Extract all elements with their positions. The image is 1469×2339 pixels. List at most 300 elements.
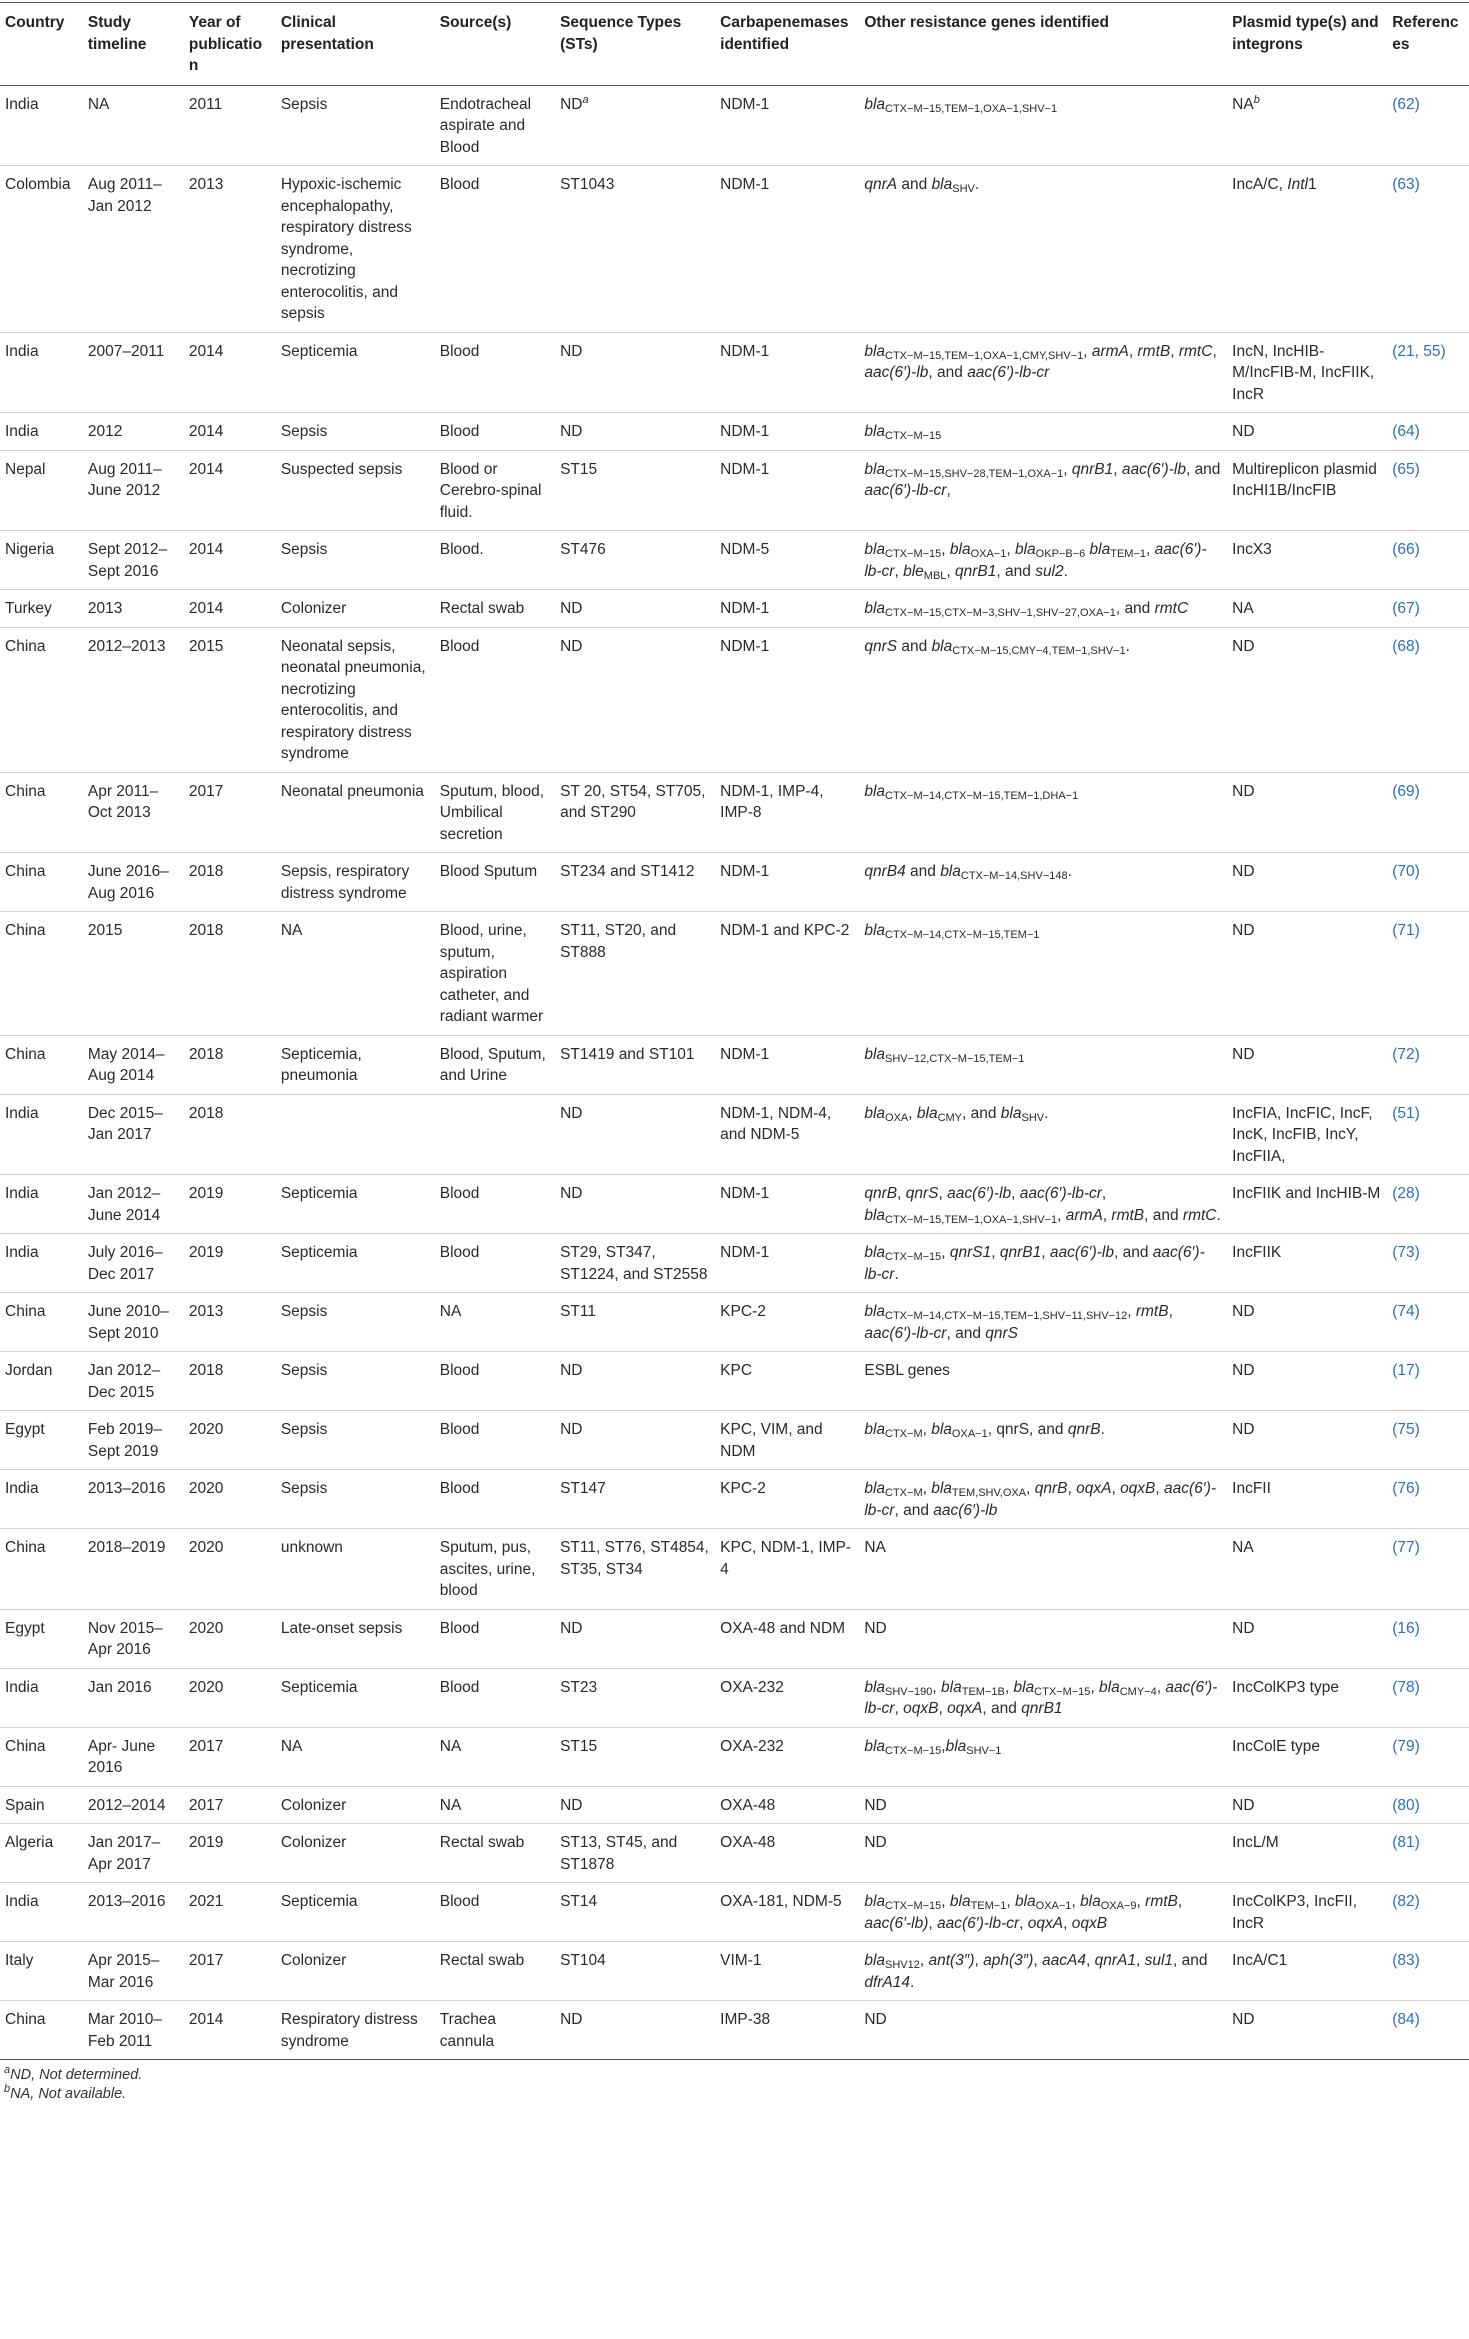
- cell-reference[interactable]: (67): [1387, 590, 1469, 628]
- cell-sequence-types: ND: [555, 1786, 715, 1824]
- cell-source: Rectal swab: [435, 590, 555, 628]
- cell-clinical-presentation: Sepsis: [276, 413, 435, 451]
- cell-sequence-types: ND: [555, 590, 715, 628]
- cell-reference[interactable]: (69): [1387, 772, 1469, 853]
- cell-country: Nigeria: [0, 531, 83, 590]
- cell-year: 2011: [184, 85, 276, 166]
- table-header-row: [0, 3, 1469, 86]
- cell-source: Blood Sputum: [435, 853, 555, 912]
- cell-clinical-presentation: Septicemia: [276, 1234, 435, 1293]
- cell-plasmid-type: ND: [1227, 413, 1387, 451]
- cell-other-genes: ESBL genes: [859, 1352, 1227, 1411]
- cell-clinical-presentation: Sepsis, respiratory distress syndrome: [276, 853, 435, 912]
- cell-reference[interactable]: (65): [1387, 450, 1469, 531]
- cell-study-timeline: 2013–2016: [83, 1883, 184, 1942]
- cell-other-genes: bla$_{CTX-M}$, bla$_{TEM,SHV,OXA}$, qnrB, oqxA, oqxB, aac(6′)-lb-cr, and aac(6′)-lb: [859, 1470, 1227, 1529]
- cell-clinical-presentation: Sepsis: [276, 1352, 435, 1411]
- cell-plasmid-type: IncA/C, Intl1: [1227, 166, 1387, 333]
- cell-study-timeline: Jan 2016: [83, 1668, 184, 1727]
- cell-country: India: [0, 1234, 83, 1293]
- cell-study-timeline: 2015: [83, 912, 184, 1036]
- cell-sequence-types: ND: [555, 413, 715, 451]
- cell-carbapenemases: KPC, VIM, and NDM: [715, 1411, 859, 1470]
- cell-carbapenemases: NDM-1: [715, 1234, 859, 1293]
- cell-reference[interactable]: (80): [1387, 1786, 1469, 1824]
- cell-source: Blood, urine, sputum, aspiration catheter, and radiant warmer: [435, 912, 555, 1036]
- cell-plasmid-type: ND: [1227, 772, 1387, 853]
- cell-year: 2017: [184, 1727, 276, 1786]
- cell-country: Jordan: [0, 1352, 83, 1411]
- cell-clinical-presentation: unknown: [276, 1529, 435, 1610]
- cell-plasmid-type: IncFII: [1227, 1470, 1387, 1529]
- table-row: [0, 1824, 1469, 1883]
- cell-other-genes: bla$_{CTX-M-14,CTX-M-15,TEM-1}$: [859, 912, 1227, 1036]
- cell-carbapenemases: NDM-1, NDM-4, and NDM-5: [715, 1094, 859, 1175]
- table-row: [0, 450, 1469, 531]
- cell-reference[interactable]: (75): [1387, 1411, 1469, 1470]
- cell-year: 2020: [184, 1668, 276, 1727]
- table-row: [0, 332, 1469, 413]
- cell-reference[interactable]: (51): [1387, 1094, 1469, 1175]
- cell-study-timeline: Nov 2015–Apr 2016: [83, 1609, 184, 1668]
- header-other-genes: Other resistance genes identified: [859, 3, 1227, 86]
- cell-country: Italy: [0, 1942, 83, 2001]
- cell-year: 2014: [184, 413, 276, 451]
- cell-carbapenemases: OXA-181, NDM-5: [715, 1883, 859, 1942]
- cell-other-genes: bla$_{CTX-M-15}$: [859, 413, 1227, 451]
- cell-source: Blood.: [435, 531, 555, 590]
- cell-sequence-types: ST15: [555, 1727, 715, 1786]
- footnote-a: $^a$ND, Not determined.: [4, 2064, 143, 2083]
- cell-sequence-types: $ND^a$: [555, 85, 715, 166]
- cell-year: 2014: [184, 332, 276, 413]
- cell-reference[interactable]: (73): [1387, 1234, 1469, 1293]
- cell-source: Blood: [435, 1668, 555, 1727]
- cell-other-genes: ND: [859, 1609, 1227, 1668]
- cell-year: 2020: [184, 1609, 276, 1668]
- cell-clinical-presentation: Colonizer: [276, 1942, 435, 2001]
- cell-study-timeline: 2012–2014: [83, 1786, 184, 1824]
- cell-other-genes: bla$_{SHV-190}$, bla$_{TEM-1B}$, bla$_{CTX-M-15}$, bla$_{CMY-4}$, aac(6′)-lb-cr, oqxB, oqxA, and qnrB1: [859, 1668, 1227, 1727]
- resistance-table: [0, 2, 1469, 2060]
- cell-source: [435, 1094, 555, 1175]
- cell-source: Blood: [435, 1609, 555, 1668]
- cell-plasmid-type: IncColE type: [1227, 1727, 1387, 1786]
- table-row: [0, 1470, 1469, 1529]
- cell-country: Egypt: [0, 1411, 83, 1470]
- cell-other-genes: qnrB4 and bla$_{CTX-M-14,SHV-148}$.: [859, 853, 1227, 912]
- cell-source: Sputum, pus, ascites, urine, blood: [435, 1529, 555, 1610]
- cell-country: India: [0, 332, 83, 413]
- cell-plasmid-type: ND: [1227, 1035, 1387, 1094]
- cell-carbapenemases: OXA-48 and NDM: [715, 1609, 859, 1668]
- table-row: [0, 772, 1469, 853]
- cell-source: Blood: [435, 413, 555, 451]
- cell-plasmid-type: ND: [1227, 1609, 1387, 1668]
- cell-carbapenemases: KPC-2: [715, 1470, 859, 1529]
- cell-carbapenemases: NDM-1: [715, 1175, 859, 1234]
- cell-clinical-presentation: NA: [276, 912, 435, 1036]
- cell-study-timeline: Apr 2015–Mar 2016: [83, 1942, 184, 2001]
- cell-reference[interactable]: (78): [1387, 1668, 1469, 1727]
- cell-year: 2015: [184, 627, 276, 772]
- cell-plasmid-type: Multireplicon plasmid IncHI1B/IncFIB: [1227, 450, 1387, 531]
- cell-source: Endotracheal aspirate and Blood: [435, 85, 555, 166]
- cell-source: Rectal swab: [435, 1942, 555, 2001]
- header-sequence-types: Sequence Types (STs): [555, 3, 715, 86]
- cell-reference[interactable]: (16): [1387, 1609, 1469, 1668]
- cell-carbapenemases: NDM-1: [715, 166, 859, 333]
- cell-plasmid-type: IncFIIK: [1227, 1234, 1387, 1293]
- cell-other-genes: bla$_{CTX-M-15}$, bla$_{OXA-1}$, bla$_{OKP-B-6}$ bla$_{TEM-1}$, aac(6′)-lb-cr, ble$_{MBL}$, qnrB1, and sul2.: [859, 531, 1227, 590]
- cell-country: Spain: [0, 1786, 83, 1824]
- cell-sequence-types: ST14: [555, 1883, 715, 1942]
- cell-clinical-presentation: Colonizer: [276, 1786, 435, 1824]
- cell-other-genes: qnrA and bla$_{SHV}$.: [859, 166, 1227, 333]
- cell-source: Blood: [435, 1411, 555, 1470]
- cell-other-genes: bla$_{CTX-M}$, bla$_{OXA-1}$, qnrS, and qnrB.: [859, 1411, 1227, 1470]
- cell-plasmid-type: IncN, IncHIB-M/IncFIB-M, IncFIIK, IncR: [1227, 332, 1387, 413]
- cell-study-timeline: Aug 2011–June 2012: [83, 450, 184, 531]
- cell-source: NA: [435, 1293, 555, 1352]
- cell-source: Blood: [435, 1352, 555, 1411]
- cell-year: 2018: [184, 1094, 276, 1175]
- cell-clinical-presentation: Sepsis: [276, 531, 435, 590]
- cell-sequence-types: ST104: [555, 1942, 715, 2001]
- cell-study-timeline: Dec 2015–Jan 2017: [83, 1094, 184, 1175]
- cell-year: 2017: [184, 772, 276, 853]
- cell-study-timeline: July 2016–Dec 2017: [83, 1234, 184, 1293]
- cell-country: India: [0, 1668, 83, 1727]
- table-row: [0, 1094, 1469, 1175]
- cell-year: 2018: [184, 853, 276, 912]
- cell-clinical-presentation: Neonatal pneumonia: [276, 772, 435, 853]
- cell-clinical-presentation: Sepsis: [276, 1411, 435, 1470]
- cell-study-timeline: May 2014–Aug 2014: [83, 1035, 184, 1094]
- cell-other-genes: ND: [859, 1824, 1227, 1883]
- cell-clinical-presentation: Septicemia: [276, 1175, 435, 1234]
- cell-country: China: [0, 912, 83, 1036]
- cell-plasmid-type: IncColKP3 type: [1227, 1668, 1387, 1727]
- cell-country: India: [0, 1175, 83, 1234]
- cell-sequence-types: ND: [555, 2001, 715, 2060]
- cell-year: 2020: [184, 1529, 276, 1610]
- cell-source: Blood: [435, 627, 555, 772]
- cell-carbapenemases: NDM-1: [715, 413, 859, 451]
- cell-study-timeline: Apr- June 2016: [83, 1727, 184, 1786]
- table-row: [0, 166, 1469, 333]
- cell-reference[interactable]: (81): [1387, 1824, 1469, 1883]
- cell-country: India: [0, 85, 83, 166]
- cell-year: 2013: [184, 166, 276, 333]
- cell-reference[interactable]: (17): [1387, 1352, 1469, 1411]
- cell-carbapenemases: NDM-1: [715, 853, 859, 912]
- cell-sequence-types: ST476: [555, 531, 715, 590]
- cell-year: 2019: [184, 1175, 276, 1234]
- cell-reference[interactable]: (74): [1387, 1293, 1469, 1352]
- cell-other-genes: bla$_{CTX-M-15}$, qnrS1, qnrB1, aac(6′)-lb, and aac(6′)-lb-cr.: [859, 1234, 1227, 1293]
- cell-reference[interactable]: (21, 55): [1387, 332, 1469, 413]
- table-row: [0, 531, 1469, 590]
- header-references: References: [1387, 3, 1469, 86]
- cell-plasmid-type: IncColKP3, IncFII, IncR: [1227, 1883, 1387, 1942]
- table-row: [0, 1175, 1469, 1234]
- table-row: [0, 590, 1469, 628]
- cell-carbapenemases: NDM-5: [715, 531, 859, 590]
- cell-sequence-types: ST11, ST20, and ST888: [555, 912, 715, 1036]
- cell-country: India: [0, 1094, 83, 1175]
- cell-other-genes: bla$_{SHV12}$, ant(3″), aph(3″), aacA4, qnrA1, sul1, and dfrA14.: [859, 1942, 1227, 2001]
- cell-other-genes: bla$_{CTX-M-15}$,bla$_{SHV-1}$: [859, 1727, 1227, 1786]
- cell-sequence-types: ST1419 and ST101: [555, 1035, 715, 1094]
- table-row: [0, 2001, 1469, 2060]
- cell-year: 2017: [184, 1942, 276, 2001]
- cell-year: 2013: [184, 1293, 276, 1352]
- cell-plasmid-type: ND: [1227, 2001, 1387, 2060]
- cell-carbapenemases: NDM-1: [715, 85, 859, 166]
- table-row: [0, 627, 1469, 772]
- cell-year: 2014: [184, 450, 276, 531]
- cell-country: India: [0, 413, 83, 451]
- cell-year: 2020: [184, 1470, 276, 1529]
- cell-carbapenemases: OXA-232: [715, 1727, 859, 1786]
- cell-other-genes: NA: [859, 1529, 1227, 1610]
- table-row: [0, 1942, 1469, 2001]
- cell-sequence-types: ND: [555, 1094, 715, 1175]
- header-country: Country: [0, 3, 83, 86]
- cell-reference[interactable]: (68): [1387, 627, 1469, 772]
- cell-country: Egypt: [0, 1609, 83, 1668]
- cell-plasmid-type: IncX3: [1227, 531, 1387, 590]
- cell-carbapenemases: VIM-1: [715, 1942, 859, 2001]
- cell-sequence-types: ST 20, ST54, ST705, and ST290: [555, 772, 715, 853]
- cell-carbapenemases: OXA-232: [715, 1668, 859, 1727]
- cell-study-timeline: Apr 2011–Oct 2013: [83, 772, 184, 853]
- table-row: [0, 912, 1469, 1036]
- header-clinical-presentation: Clinical presentation: [276, 3, 435, 86]
- cell-plasmid-type: ND: [1227, 912, 1387, 1036]
- cell-source: NA: [435, 1727, 555, 1786]
- cell-source: Blood: [435, 1175, 555, 1234]
- cell-other-genes: qnrB, qnrS, aac(6′)-lb, aac(6′)-lb-cr, bla$_{CTX-M-15,TEM-1,OXA-1,SHV-1}$, armA, rmtB, and rmtC.: [859, 1175, 1227, 1234]
- table-row: [0, 853, 1469, 912]
- cell-plasmid-type: ND: [1227, 1411, 1387, 1470]
- cell-study-timeline: Jan 2017–Apr 2017: [83, 1824, 184, 1883]
- cell-carbapenemases: OXA-48: [715, 1786, 859, 1824]
- cell-study-timeline: June 2010–Sept 2010: [83, 1293, 184, 1352]
- cell-study-timeline: 2012–2013: [83, 627, 184, 772]
- cell-country: India: [0, 1883, 83, 1942]
- table-row: [0, 1352, 1469, 1411]
- cell-year: 2019: [184, 1824, 276, 1883]
- cell-carbapenemases: KPC: [715, 1352, 859, 1411]
- header-year: Year of publication: [184, 3, 276, 86]
- cell-country: Colombia: [0, 166, 83, 333]
- cell-source: Sputum, blood, Umbilical secretion: [435, 772, 555, 853]
- table-row: [0, 1411, 1469, 1470]
- cell-study-timeline: June 2016–Aug 2016: [83, 853, 184, 912]
- cell-plasmid-type: IncFIIK and IncHIB-M: [1227, 1175, 1387, 1234]
- cell-source: NA: [435, 1786, 555, 1824]
- cell-sequence-types: ST29, ST347, ST1224, and ST2558: [555, 1234, 715, 1293]
- cell-country: China: [0, 2001, 83, 2060]
- cell-carbapenemases: IMP-38: [715, 2001, 859, 2060]
- cell-clinical-presentation: Suspected sepsis: [276, 450, 435, 531]
- cell-clinical-presentation: Respiratory distress syndrome: [276, 2001, 435, 2060]
- cell-sequence-types: ST23: [555, 1668, 715, 1727]
- cell-carbapenemases: KPC, NDM-1, IMP-4: [715, 1529, 859, 1610]
- cell-country: Algeria: [0, 1824, 83, 1883]
- cell-sequence-types: ST1043: [555, 166, 715, 333]
- cell-carbapenemases: OXA-48: [715, 1824, 859, 1883]
- cell-other-genes: bla$_{SHV-12,CTX-M-15,TEM-1}$: [859, 1035, 1227, 1094]
- cell-other-genes: bla$_{CTX-M-15}$, bla$_{TEM-1}$, bla$_{OXA-1}$, bla$_{OXA-9}$, rmtB, aac(6′-lb), aac(6′)-lb-cr, oqxA, oqxB: [859, 1883, 1227, 1942]
- cell-other-genes: bla$_{CTX-M-15,TEM-1,OXA-1,CMY,SHV-1}$, armA, rmtB, rmtC, aac(6′)-lb, and aac(6′)-lb-cr: [859, 332, 1227, 413]
- cell-source: Trachea cannula: [435, 2001, 555, 2060]
- cell-study-timeline: Mar 2010–Feb 2011: [83, 2001, 184, 2060]
- cell-sequence-types: ND: [555, 1175, 715, 1234]
- cell-reference[interactable]: (70): [1387, 853, 1469, 912]
- table-row: [0, 1529, 1469, 1610]
- cell-sequence-types: ST11: [555, 1293, 715, 1352]
- cell-clinical-presentation: Hypoxic-ischemic encephalopathy, respiratory distress syndrome, necrotizing enterocolitis, and sepsis: [276, 166, 435, 333]
- cell-year: 2018: [184, 1035, 276, 1094]
- cell-reference[interactable]: (64): [1387, 413, 1469, 451]
- table-body: [0, 85, 1469, 2060]
- cell-plasmid-type: $NA^b$: [1227, 85, 1387, 166]
- cell-reference[interactable]: (83): [1387, 1942, 1469, 2001]
- footnote-b: $^b$NA, Not available.: [4, 2083, 127, 2102]
- cell-study-timeline: Aug 2011–Jan 2012: [83, 166, 184, 333]
- cell-clinical-presentation: [276, 1094, 435, 1175]
- cell-sequence-types: ND: [555, 332, 715, 413]
- cell-carbapenemases: NDM-1: [715, 450, 859, 531]
- cell-other-genes: bla$_{CTX-M-14,CTX-M-15,TEM-1,SHV-11,SHV-12}$, rmtB, aac(6′)-lb-cr, and qnrS: [859, 1293, 1227, 1352]
- header-sources: Source(s): [435, 3, 555, 86]
- cell-reference[interactable]: (82): [1387, 1883, 1469, 1942]
- table-row: [0, 413, 1469, 451]
- cell-reference[interactable]: (28): [1387, 1175, 1469, 1234]
- cell-reference[interactable]: (84): [1387, 2001, 1469, 2060]
- cell-carbapenemases: NDM-1: [715, 590, 859, 628]
- cell-sequence-types: ST147: [555, 1470, 715, 1529]
- cell-reference[interactable]: (79): [1387, 1727, 1469, 1786]
- cell-clinical-presentation: Septicemia: [276, 332, 435, 413]
- cell-reference[interactable]: (66): [1387, 531, 1469, 590]
- cell-other-genes: bla$_{CTX-M-15,CTX-M-3,SHV-1,SHV-27,OXA-1}$, and rmtC: [859, 590, 1227, 628]
- cell-plasmid-type: ND: [1227, 853, 1387, 912]
- cell-plasmid-type: ND: [1227, 1786, 1387, 1824]
- cell-reference[interactable]: (63): [1387, 166, 1469, 333]
- cell-plasmid-type: IncA/C1: [1227, 1942, 1387, 2001]
- cell-year: 2018: [184, 1352, 276, 1411]
- cell-country: Nepal: [0, 450, 83, 531]
- cell-clinical-presentation: Late-onset sepsis: [276, 1609, 435, 1668]
- cell-sequence-types: ST11, ST76, ST4854, ST35, ST34: [555, 1529, 715, 1610]
- cell-country: China: [0, 627, 83, 772]
- cell-reference[interactable]: (77): [1387, 1529, 1469, 1610]
- table-row: [0, 1727, 1469, 1786]
- cell-sequence-types: ND: [555, 1352, 715, 1411]
- cell-source: Blood: [435, 332, 555, 413]
- cell-carbapenemases: NDM-1, IMP-4, IMP-8: [715, 772, 859, 853]
- cell-study-timeline: 2013: [83, 590, 184, 628]
- table-row: [0, 1609, 1469, 1668]
- cell-other-genes: ND: [859, 2001, 1227, 2060]
- cell-study-timeline: Sept 2012–Sept 2016: [83, 531, 184, 590]
- cell-country: China: [0, 1293, 83, 1352]
- cell-study-timeline: NA: [83, 85, 184, 166]
- cell-sequence-types: ST13, ST45, and ST1878: [555, 1824, 715, 1883]
- table-row: [0, 1883, 1469, 1942]
- header-plasmid-types: Plasmid type(s) and integrons: [1227, 3, 1387, 86]
- cell-carbapenemases: KPC-2: [715, 1293, 859, 1352]
- footnotes: [0, 2060, 1469, 2104]
- cell-study-timeline: Jan 2012–June 2014: [83, 1175, 184, 1234]
- cell-carbapenemases: NDM-1: [715, 627, 859, 772]
- cell-reference[interactable]: (62): [1387, 85, 1469, 166]
- cell-country: China: [0, 1727, 83, 1786]
- cell-sequence-types: ST15: [555, 450, 715, 531]
- cell-plasmid-type: IncFIA, IncFIC, IncF, IncK, IncFIB, IncY, IncFIIA,: [1227, 1094, 1387, 1175]
- cell-source: Blood: [435, 1234, 555, 1293]
- cell-other-genes: bla$_{CTX-M-15,SHV-28,TEM-1,OXA-1}$, qnrB1, aac(6′)-lb, and aac(6′)-lb-cr,: [859, 450, 1227, 531]
- cell-study-timeline: Feb 2019–Sept 2019: [83, 1411, 184, 1470]
- cell-sequence-types: ND: [555, 627, 715, 772]
- cell-source: Blood: [435, 1470, 555, 1529]
- cell-sequence-types: ND: [555, 1609, 715, 1668]
- header-study-timeline: Study timeline: [83, 3, 184, 86]
- cell-reference[interactable]: (76): [1387, 1470, 1469, 1529]
- cell-plasmid-type: ND: [1227, 627, 1387, 772]
- cell-clinical-presentation: Septicemia: [276, 1883, 435, 1942]
- cell-carbapenemases: NDM-1: [715, 332, 859, 413]
- cell-reference[interactable]: (72): [1387, 1035, 1469, 1094]
- cell-plasmid-type: ND: [1227, 1293, 1387, 1352]
- table-row: [0, 1786, 1469, 1824]
- cell-source: Blood: [435, 1883, 555, 1942]
- cell-study-timeline: 2007–2011: [83, 332, 184, 413]
- cell-sequence-types: ND: [555, 1411, 715, 1470]
- cell-other-genes: qnrS and bla$_{CTX-M-15,CMY-4,TEM-1,SHV-1}$.: [859, 627, 1227, 772]
- cell-other-genes: bla$_{OXA}$, bla$_{CMY}$, and bla$_{SHV}$.: [859, 1094, 1227, 1175]
- cell-plasmid-type: IncL/M: [1227, 1824, 1387, 1883]
- cell-carbapenemases: NDM-1 and KPC-2: [715, 912, 859, 1036]
- cell-clinical-presentation: Sepsis: [276, 1293, 435, 1352]
- cell-plasmid-type: NA: [1227, 590, 1387, 628]
- cell-carbapenemases: NDM-1: [715, 1035, 859, 1094]
- table-row: [0, 1668, 1469, 1727]
- cell-other-genes: bla$_{CTX-M-15,TEM-1,OXA-1,SHV-1}$: [859, 85, 1227, 166]
- cell-sequence-types: ST234 and ST1412: [555, 853, 715, 912]
- cell-country: Turkey: [0, 590, 83, 628]
- cell-year: 2014: [184, 2001, 276, 2060]
- cell-plasmid-type: NA: [1227, 1529, 1387, 1610]
- cell-study-timeline: 2013–2016: [83, 1470, 184, 1529]
- header-carbapenemases: Carbapenemases identified: [715, 3, 859, 86]
- table-row: [0, 1293, 1469, 1352]
- cell-clinical-presentation: Neonatal sepsis, neonatal pneumonia, necrotizing enterocolitis, and respiratory distress syndrome: [276, 627, 435, 772]
- cell-source: Blood: [435, 166, 555, 333]
- cell-year: 2018: [184, 912, 276, 1036]
- table-row: [0, 1035, 1469, 1094]
- cell-country: China: [0, 1035, 83, 1094]
- cell-study-timeline: Jan 2012–Dec 2015: [83, 1352, 184, 1411]
- cell-reference[interactable]: (71): [1387, 912, 1469, 1036]
- cell-other-genes: bla$_{CTX-M-14,CTX-M-15,TEM-1,DHA-1}$: [859, 772, 1227, 853]
- cell-year: 2019: [184, 1234, 276, 1293]
- cell-study-timeline: 2018–2019: [83, 1529, 184, 1610]
